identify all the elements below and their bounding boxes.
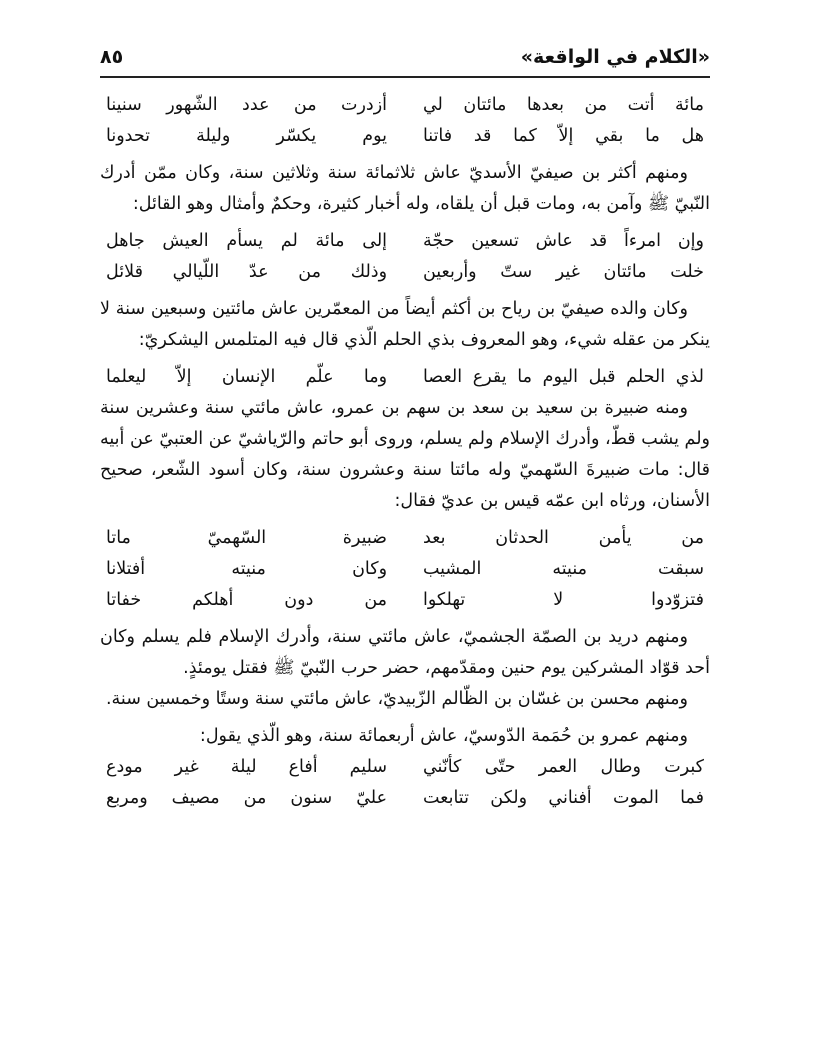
verse-second-half: عليّ سنون من مصيف ومربع	[106, 788, 388, 808]
running-header	[100, 40, 710, 74]
verse-second-half: إلى مائة لم يسأم العيش جاهل	[106, 231, 388, 251]
verse-line	[106, 226, 704, 257]
verse-first-half: هل ما بقي إلاّ كما قد فاتنا	[422, 126, 704, 146]
verse-second-half: وذلك من عدّ اللّيالي قلائل	[106, 262, 388, 282]
verse-second-half: يوم يكسّر وليلة تحدونا	[106, 126, 388, 146]
verse-second-half: وما علّم الإنسان إلاّ ليعلما	[106, 367, 388, 387]
verse-line	[106, 90, 704, 121]
page-number: ٨٥	[100, 46, 124, 68]
page-body	[100, 90, 710, 814]
verse-line	[106, 585, 704, 616]
verse-line	[106, 121, 704, 152]
verse-first-half: وإن امرءاً قد عاش تسعين حجّة	[422, 231, 704, 251]
verse-first-half: من يأمن الحدثان بعد	[422, 528, 704, 548]
verse-line	[106, 257, 704, 288]
verse-first-half: مائة أتت من بعدها مائتان لي	[422, 95, 704, 115]
verse-first-half: خلت مائتان غير ستّ وأربعين	[422, 262, 704, 282]
verse-line	[106, 783, 704, 814]
paragraph: ومنهم محسن بن غسّان بن الظّالم الزّبيديّ، عاش مائتي سنة وستًا وخمسين سنة.	[105, 689, 688, 709]
verse-line	[106, 523, 704, 554]
paragraph: وكان والده صيفيّ بن رياح بن أكثم أيضاً من المعمّرين عاش مائتين وسبعين سنة لا ينكر من عقله شيء، وهو المعروف بذي الحلم الّذي قال فيه المتلمس اليشكريّ:	[100, 299, 710, 350]
verse-line	[106, 554, 704, 585]
header-rule	[100, 76, 710, 78]
paragraph: ومنهم أكثر بن صيفيّ الأسديّ عاش ثلاثمائة سنة وثلاثين سنة، وكان ممّن أدرك النّبيّ ﷺ وآمن به، ومات قبل أن يلقاه، وله أخبار كثيرة، وحكمٌ وأمثال وهو القائل:	[100, 163, 710, 214]
verse-first-half: كبرت وطال العمر حتّى كأنّني	[422, 757, 704, 777]
paragraph: ومنهم دريد بن الصمّة الجشميّ، عاش مائتي سنة، وأدرك الإسلام فلم يسلم وكان أحد قوّاد المشركين يوم حنين ومقدّمهم، حضر حرب النّبيّ ﷺ فقتل يومئذٍ.	[100, 627, 710, 678]
verse-first-half: فتزوّدوا لا تهلكوا	[422, 590, 704, 610]
verse-second-half: من دون أهلكم خفاتا	[106, 590, 388, 610]
verse-line	[106, 362, 704, 393]
verse-line	[106, 752, 704, 783]
verse-first-half: لذي الحلم قبل اليوم ما يقرع العصا	[422, 367, 704, 387]
verse-second-half: أزدرت من عدد الشّهور سنينا	[106, 95, 388, 115]
chapter-title: «الكلام في الواقعة»	[520, 46, 710, 68]
verse-second-half: وكان منيته أفتلانا	[106, 559, 388, 579]
paragraph: ومنهم عمرو بن حُمَمة الدّوسيّ، عاش أربعمائة سنة، وهو الّذي يقول:	[199, 726, 688, 746]
verse-first-half: سبقت منيته المشيب	[422, 559, 704, 579]
verse-second-half: سليم أفاع ليلة غير مودع	[106, 757, 388, 777]
verse-first-half: فما الموت أفناني ولكن تتابعت	[422, 788, 704, 808]
verse-second-half: ضبيرة السّهميّ ماتا	[106, 528, 388, 548]
paragraph: ومنه ضبيرة بن سعيد بن سعد بن سهم بن عمرو، عاش مائتي سنة وعشرين سنة ولم يشب قطّ، وأدرك الإسلام ولم يسلم، وروى أبو حاتم والرّياشيّ عن العتبيّ عن أبيه قال: مات ضبيرةَ السّهميّ وله مائتا سنة وعشرون سنة، وكان أسود الشّعر، صحيح الأسنان، ورثاه ابن عمّه قيس بن عديّ فقال:	[100, 398, 710, 511]
